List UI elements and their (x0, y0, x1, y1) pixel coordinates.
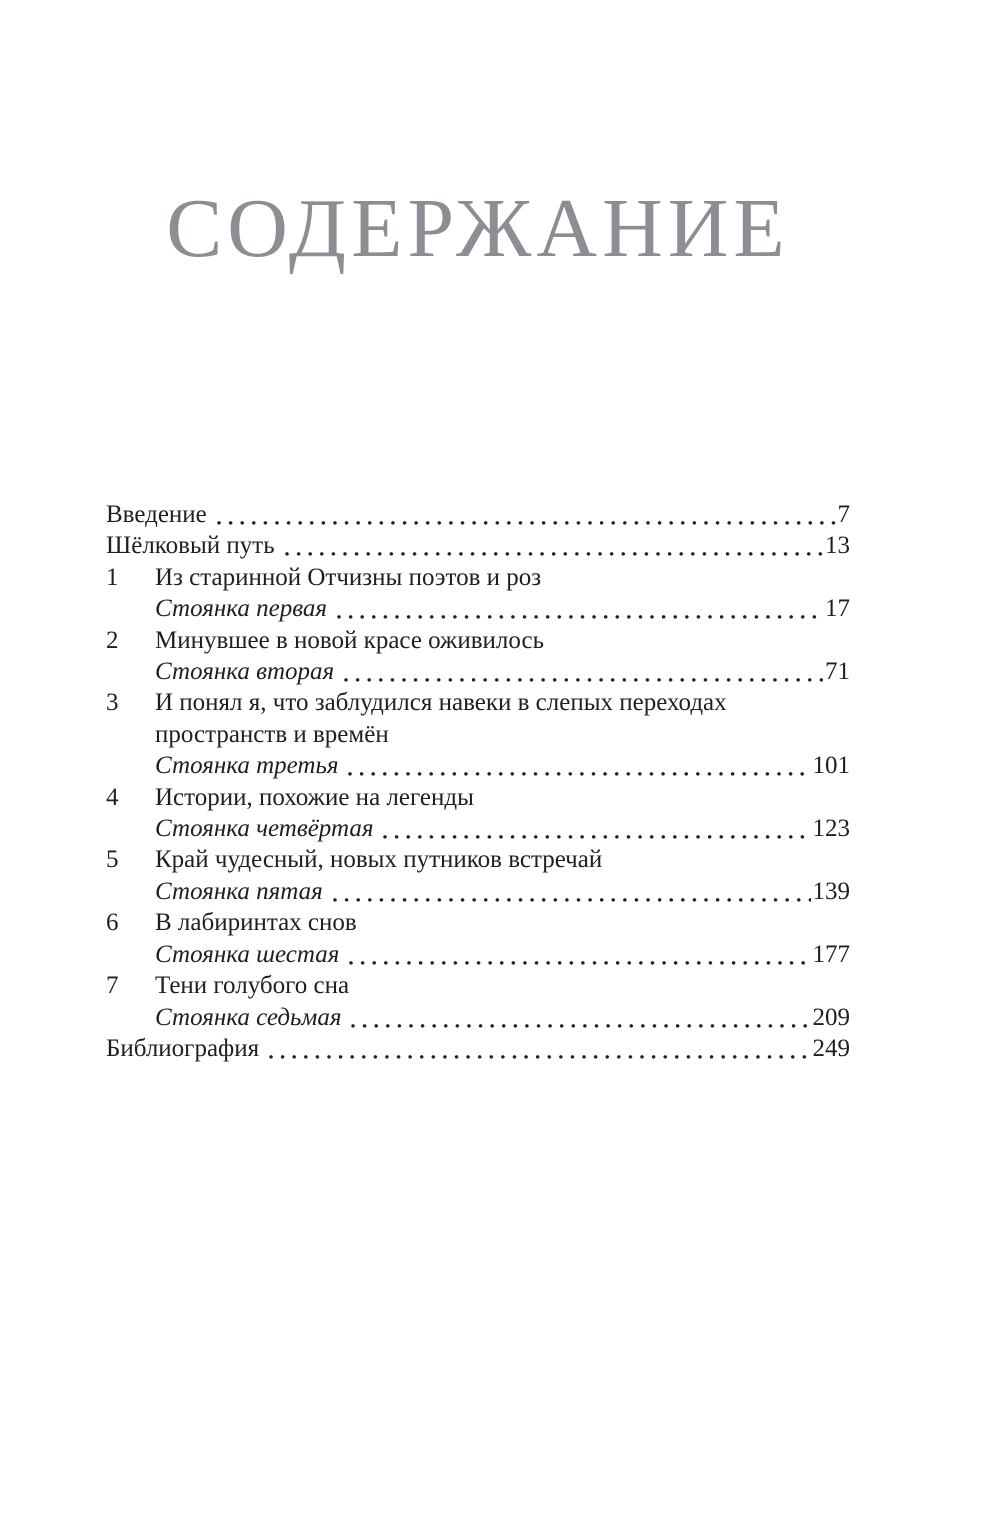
dot-leader (330, 876, 811, 907)
dot-leader (214, 499, 836, 530)
chapter-number: 6 (106, 909, 119, 937)
toc-entry (106, 1033, 850, 1064)
dot-leader (282, 530, 823, 561)
entry-label: Библиография (106, 1034, 260, 1062)
toc-entry (106, 530, 850, 561)
chapter-title: В лабиринтах снов (155, 909, 357, 937)
toc-chapter (106, 782, 850, 845)
chapter-title-row (106, 562, 850, 593)
chapter-subtitle-row (106, 1002, 850, 1033)
chapter-subtitle-row (106, 876, 850, 907)
dot-leader (348, 1002, 810, 1033)
indent-spacer (106, 656, 155, 687)
chapter-number: 5 (106, 846, 119, 874)
dot-leader (341, 656, 823, 687)
indent-spacer (106, 750, 155, 781)
chapter-title-row (106, 625, 850, 656)
entry-page-number: 17 (825, 595, 850, 623)
indent-spacer (106, 593, 155, 624)
table-of-contents (106, 499, 850, 1064)
indent-spacer (106, 1002, 155, 1033)
entry-page-number: 7 (837, 501, 850, 528)
entry-page-number: 209 (812, 1003, 850, 1031)
chapter-number: 7 (106, 972, 119, 1000)
entry-page-number: 13 (825, 532, 850, 560)
chapter-subtitle: Стоянка седьмая (155, 1003, 342, 1031)
chapter-subtitle-row (106, 750, 850, 781)
entry-label: Шёлковый путь (106, 532, 275, 560)
toc-chapter (106, 625, 850, 688)
chapter-subtitle: Стоянка четвёртая (155, 815, 374, 843)
entry-page-number: 139 (812, 877, 850, 905)
entry-page-number: 123 (812, 815, 850, 843)
chapter-title: Истории, похожие на легенды (155, 783, 474, 811)
chapter-subtitle-row (106, 656, 850, 687)
toc-chapter (106, 970, 850, 1033)
dot-leader (266, 1033, 810, 1064)
toc-chapter (106, 562, 850, 625)
chapter-title: И понял я, что заблудился навеки в слепых переходах пространств и времён (155, 689, 727, 748)
chapter-subtitle-row (106, 593, 850, 624)
dot-leader (334, 593, 823, 624)
toc-chapter (106, 844, 850, 907)
chapter-title-row (106, 970, 850, 1001)
chapter-subtitle: Стоянка пятая (155, 877, 323, 905)
entry-page-number: 101 (812, 752, 850, 780)
chapter-title: Из старинной Отчизны поэтов и роз (155, 563, 542, 591)
chapter-subtitle: Стоянка первая (155, 595, 327, 623)
indent-spacer (106, 813, 155, 844)
page-title: СОДЕРЖАНИЕ (166, 182, 790, 275)
chapter-title: Край чудесный, новых путников встречай (155, 846, 603, 874)
chapter-title-row (106, 687, 850, 750)
indent-spacer (106, 939, 155, 970)
chapter-title-row (106, 844, 850, 875)
chapter-title-row (106, 782, 850, 813)
entry-page-number: 249 (812, 1034, 850, 1062)
indent-spacer (106, 876, 155, 907)
entry-label: Введение (106, 501, 207, 528)
toc-chapter (106, 687, 850, 781)
entry-page-number: 177 (812, 940, 850, 968)
toc-chapter (106, 907, 850, 970)
dot-leader (380, 813, 810, 844)
chapter-title: Тени голубого сна (155, 972, 350, 1000)
toc-entry (106, 499, 850, 530)
chapter-number: 1 (106, 563, 119, 591)
chapter-subtitle: Стоянка вторая (155, 658, 335, 686)
dot-leader (346, 939, 810, 970)
chapter-subtitle-row (106, 813, 850, 844)
chapter-title: Минувшее в новой красе оживилось (155, 626, 544, 654)
chapter-title-row (106, 907, 850, 938)
chapter-subtitle: Стоянка шестая (155, 940, 340, 968)
entry-page-number: 71 (825, 658, 850, 686)
chapter-number: 3 (106, 689, 119, 717)
chapter-number: 2 (106, 626, 119, 654)
chapter-number: 4 (106, 783, 119, 811)
chapter-subtitle-row (106, 939, 850, 970)
chapter-subtitle: Стоянка третья (155, 752, 339, 780)
dot-leader (345, 750, 810, 781)
